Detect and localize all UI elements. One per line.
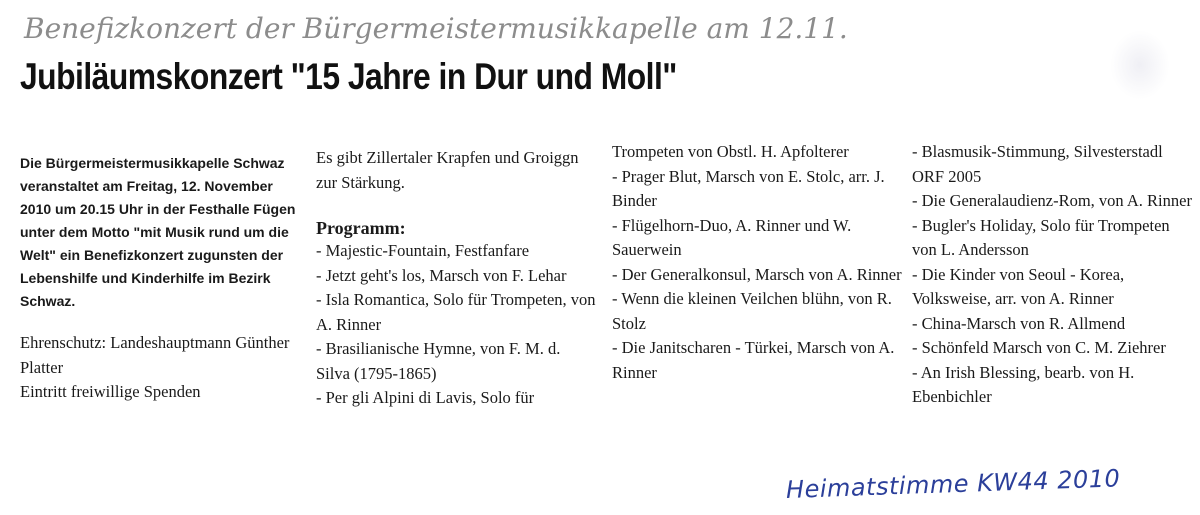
program-item: - Blasmusik-Stimmung, Silvesterstadl ORF 2005 <box>912 142 1163 186</box>
program-item: - Schönfeld Marsch von C. M. Ziehrer <box>912 338 1166 357</box>
program-item: Trompeten von Obstl. H. Apfolterer <box>612 142 849 161</box>
program-list-part3 <box>912 140 1197 410</box>
column-program-middle <box>612 140 904 385</box>
program-item: - Die Generalaudienz-Rom, von A. Rinner <box>912 191 1192 210</box>
program-item: - Die Janitscharen - Türkei, Marsch von A. Rinner <box>612 338 895 382</box>
program-item: - Die Kinder von Seoul - Korea, Volksweise, arr. von A. Rinner <box>912 264 1125 308</box>
eintritt-text: Eintritt freiwillige Spenden <box>20 382 201 401</box>
program-title: Programm: <box>316 218 406 238</box>
article-headline: Jubiläumskonzert "15 Jahre in Dur und Moll" <box>20 56 677 97</box>
program-item: - Isla Romantica, Solo für Trompeten, von A. Rinner <box>316 290 596 334</box>
program-item: - Prager Blut, Marsch von E. Stolc, arr. J. Binder <box>612 166 885 210</box>
ehrenschutz-text: Ehrenschutz: Landeshauptmann Günther Platter <box>20 333 290 377</box>
column-program-end <box>912 140 1197 410</box>
handwritten-note: Heimatstimme KW44 2010 <box>785 464 1121 504</box>
program-item: - China-Marsch von R. Allmend <box>912 313 1126 333</box>
program-item: - Majestic-Fountain, Festfanfare <box>316 241 530 260</box>
program-item: - Jetzt geht's los, Marsch von F. Lehar <box>316 265 567 285</box>
program-list-part1 <box>316 239 596 411</box>
program-list-part2 <box>612 140 904 385</box>
column-program-start <box>316 146 596 411</box>
program-item: - Per gli Alpini di Lavis, Solo für <box>316 388 535 407</box>
program-item: - An Irish Blessing, bearb. von H. Ebenbichler <box>912 362 1135 406</box>
faint-bleed-mark <box>1110 30 1170 100</box>
intro-lead: Die Bürgermeistermusikkapelle Schwaz veranstaltet am Freitag, 12. November 2010 um 20.15 Uhr in der Festhalle Fügen unter dem Motto "mit Musik rund um die Welt" ein Benefizkonzert zugunsten der Lebenshilfe und Kinderhilfe im Bezirk Schwaz. <box>20 155 296 309</box>
program-item: - Brasilianische Hymne, von F. M. d. Silva (1795-1865) <box>316 339 561 383</box>
program-item: - Wenn die kleinen Veilchen blühn, von R. Stolz <box>612 289 892 333</box>
program-item: - Flügelhorn-Duo, A. Rinner und W. Sauerwein <box>612 215 852 259</box>
program-item: - Der Generalkonsul, Marsch von A. Rinner <box>612 264 902 284</box>
column-intro <box>20 140 300 405</box>
article-kicker: Benefizkonzert der Bürgermeistermusikkapelle am 12.11. <box>24 12 848 45</box>
program-item: - Bugler's Holiday, Solo für Trompeten von L. Andersson <box>912 215 1170 259</box>
food-note: Es gibt Zillertaler Krapfen und Groiggn zur Stärkung. <box>316 148 579 192</box>
